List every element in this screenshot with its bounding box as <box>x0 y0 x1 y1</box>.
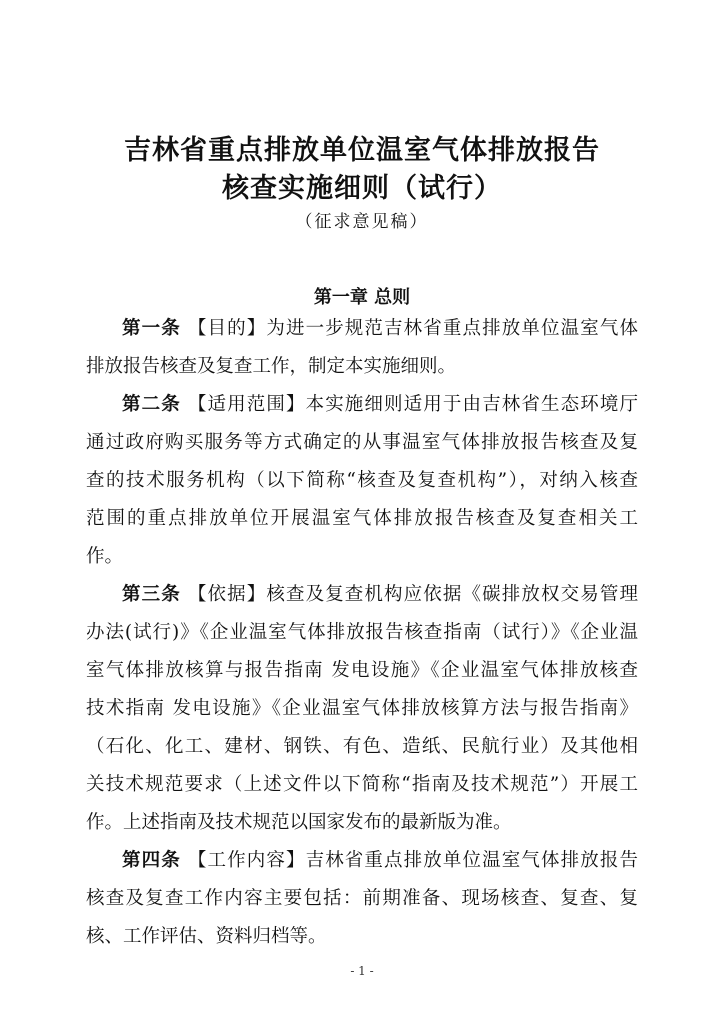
chapter-heading: 第一章 总则 <box>313 287 411 308</box>
article-3-line-7: 作。上述指南及技术规范以国家发布的最新版为准。 <box>86 812 512 833</box>
article-2-line-3: 查的技术服务机构（以下简称“核查及复查机构”），对纳入核查 <box>86 470 638 491</box>
article-2-text-1: 【适用范围】本实施细则适用于由吉林省生态环境厅 <box>187 394 638 415</box>
article-1-line-2: 排放报告核查及复查工作，制定本实施细则。 <box>86 356 457 377</box>
article-2-line-5: 作。 <box>86 546 124 567</box>
article-3-line-1 <box>122 580 638 610</box>
article-2-label: 第二条 <box>122 394 181 415</box>
article-2-line-1 <box>122 390 638 420</box>
article-4-line-1 <box>122 846 638 876</box>
article-3-text-1: 【依据】核查及复查机构应依据《碳排放权交易管理 <box>187 584 638 605</box>
article-3-label: 第三条 <box>122 584 181 605</box>
article-1-line-1 <box>122 314 638 344</box>
article-4-line-3: 核、工作评估、资料归档等。 <box>86 926 327 947</box>
article-3-line-6: 关技术规范要求（上述文件以下简称“指南及技术规范”）开展工 <box>86 774 638 795</box>
document-subtitle: （征求意见稿） <box>295 212 429 232</box>
article-1-text-1: 【目的】为进一步规范吉林省重点排放单位温室气体 <box>187 318 638 339</box>
article-2-line-4: 范围的重点排放单位开展温室气体排放报告核查及复查相关工 <box>86 508 638 529</box>
document-title-line-2: 核查实施细则（试行） <box>222 173 502 204</box>
page-number: - 1 - <box>350 964 374 978</box>
article-4-label: 第四条 <box>122 850 181 871</box>
article-3-line-5: （石化、化工、建材、钢铁、有色、造纸、民航行业）及其他相 <box>86 736 638 757</box>
article-4-text-1: 【工作内容】吉林省重点排放单位温室气体排放报告 <box>187 850 638 871</box>
article-4-line-2: 核查及复查工作内容主要包括：前期准备、现场核查、复查、复 <box>86 888 638 909</box>
document-title-line-1: 吉林省重点排放单位温室气体排放报告 <box>124 135 600 166</box>
article-3-line-2: 办法(试行)》《企业温室气体排放报告核查指南（试行）》《企业温 <box>86 622 638 643</box>
article-2-line-2: 通过政府购买服务等方式确定的从事温室气体排放报告核查及复 <box>86 432 638 453</box>
article-3-line-3: 室气体排放核算与报告指南 发电设施》《企业温室气体排放核查 <box>86 660 638 681</box>
article-3-line-4: 技术指南 发电设施》《企业温室气体排放核算方法与报告指南》 <box>86 698 638 719</box>
article-1-label: 第一条 <box>122 318 181 339</box>
